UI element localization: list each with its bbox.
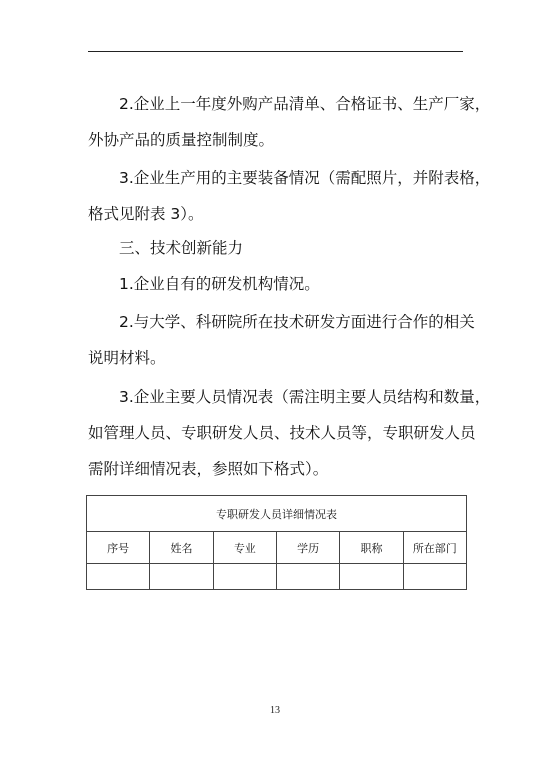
- column-header: 姓名: [150, 532, 213, 564]
- paragraph-line: 格式见附表 3）。: [88, 205, 204, 223]
- paragraph-line: 1.企业自有的研发机构情况。: [119, 275, 320, 293]
- table-cell: [403, 564, 466, 590]
- column-header: 序号: [87, 532, 150, 564]
- staff-details-table: [86, 495, 467, 590]
- paragraph-line: 说明材料。: [88, 349, 166, 367]
- table-header-row: [87, 532, 467, 564]
- column-header: 学历: [276, 532, 339, 564]
- table-cell: [87, 564, 150, 590]
- paragraph-line: 2.与大学、科研院所在技术研发方面进行合作的相关: [119, 313, 475, 331]
- paragraph-line: 3.企业生产用的主要装备情况（需配照片，并附表格，: [119, 169, 491, 187]
- table-cell: [150, 564, 213, 590]
- table-row: [87, 564, 467, 590]
- table-cell: [276, 564, 339, 590]
- table-cell: [340, 564, 403, 590]
- paragraph-line: 如管理人员、专职研发人员、技术人员等，专职研发人员: [88, 424, 476, 442]
- paragraph-line: 需附详细情况表，参照如下格式）。: [88, 460, 329, 478]
- paragraph-line: 2.企业上一年度外购产品清单、合格证书、生产厂家，: [119, 95, 491, 113]
- page-number: 13: [270, 705, 280, 716]
- column-header: 所在部门: [403, 532, 466, 564]
- table-caption-row: [87, 496, 467, 532]
- column-header: 职称: [340, 532, 403, 564]
- header-rule: [88, 51, 463, 52]
- paragraph-line: 外协产品的质量控制制度。: [88, 131, 275, 149]
- table-cell: [213, 564, 276, 590]
- table-caption: 专职研发人员详细情况表: [87, 496, 467, 532]
- section-heading: 三、技术创新能力: [119, 239, 244, 257]
- column-header: 专业: [213, 532, 276, 564]
- paragraph-line: 3.企业主要人员情况表（需注明主要人员结构和数量，: [119, 388, 491, 406]
